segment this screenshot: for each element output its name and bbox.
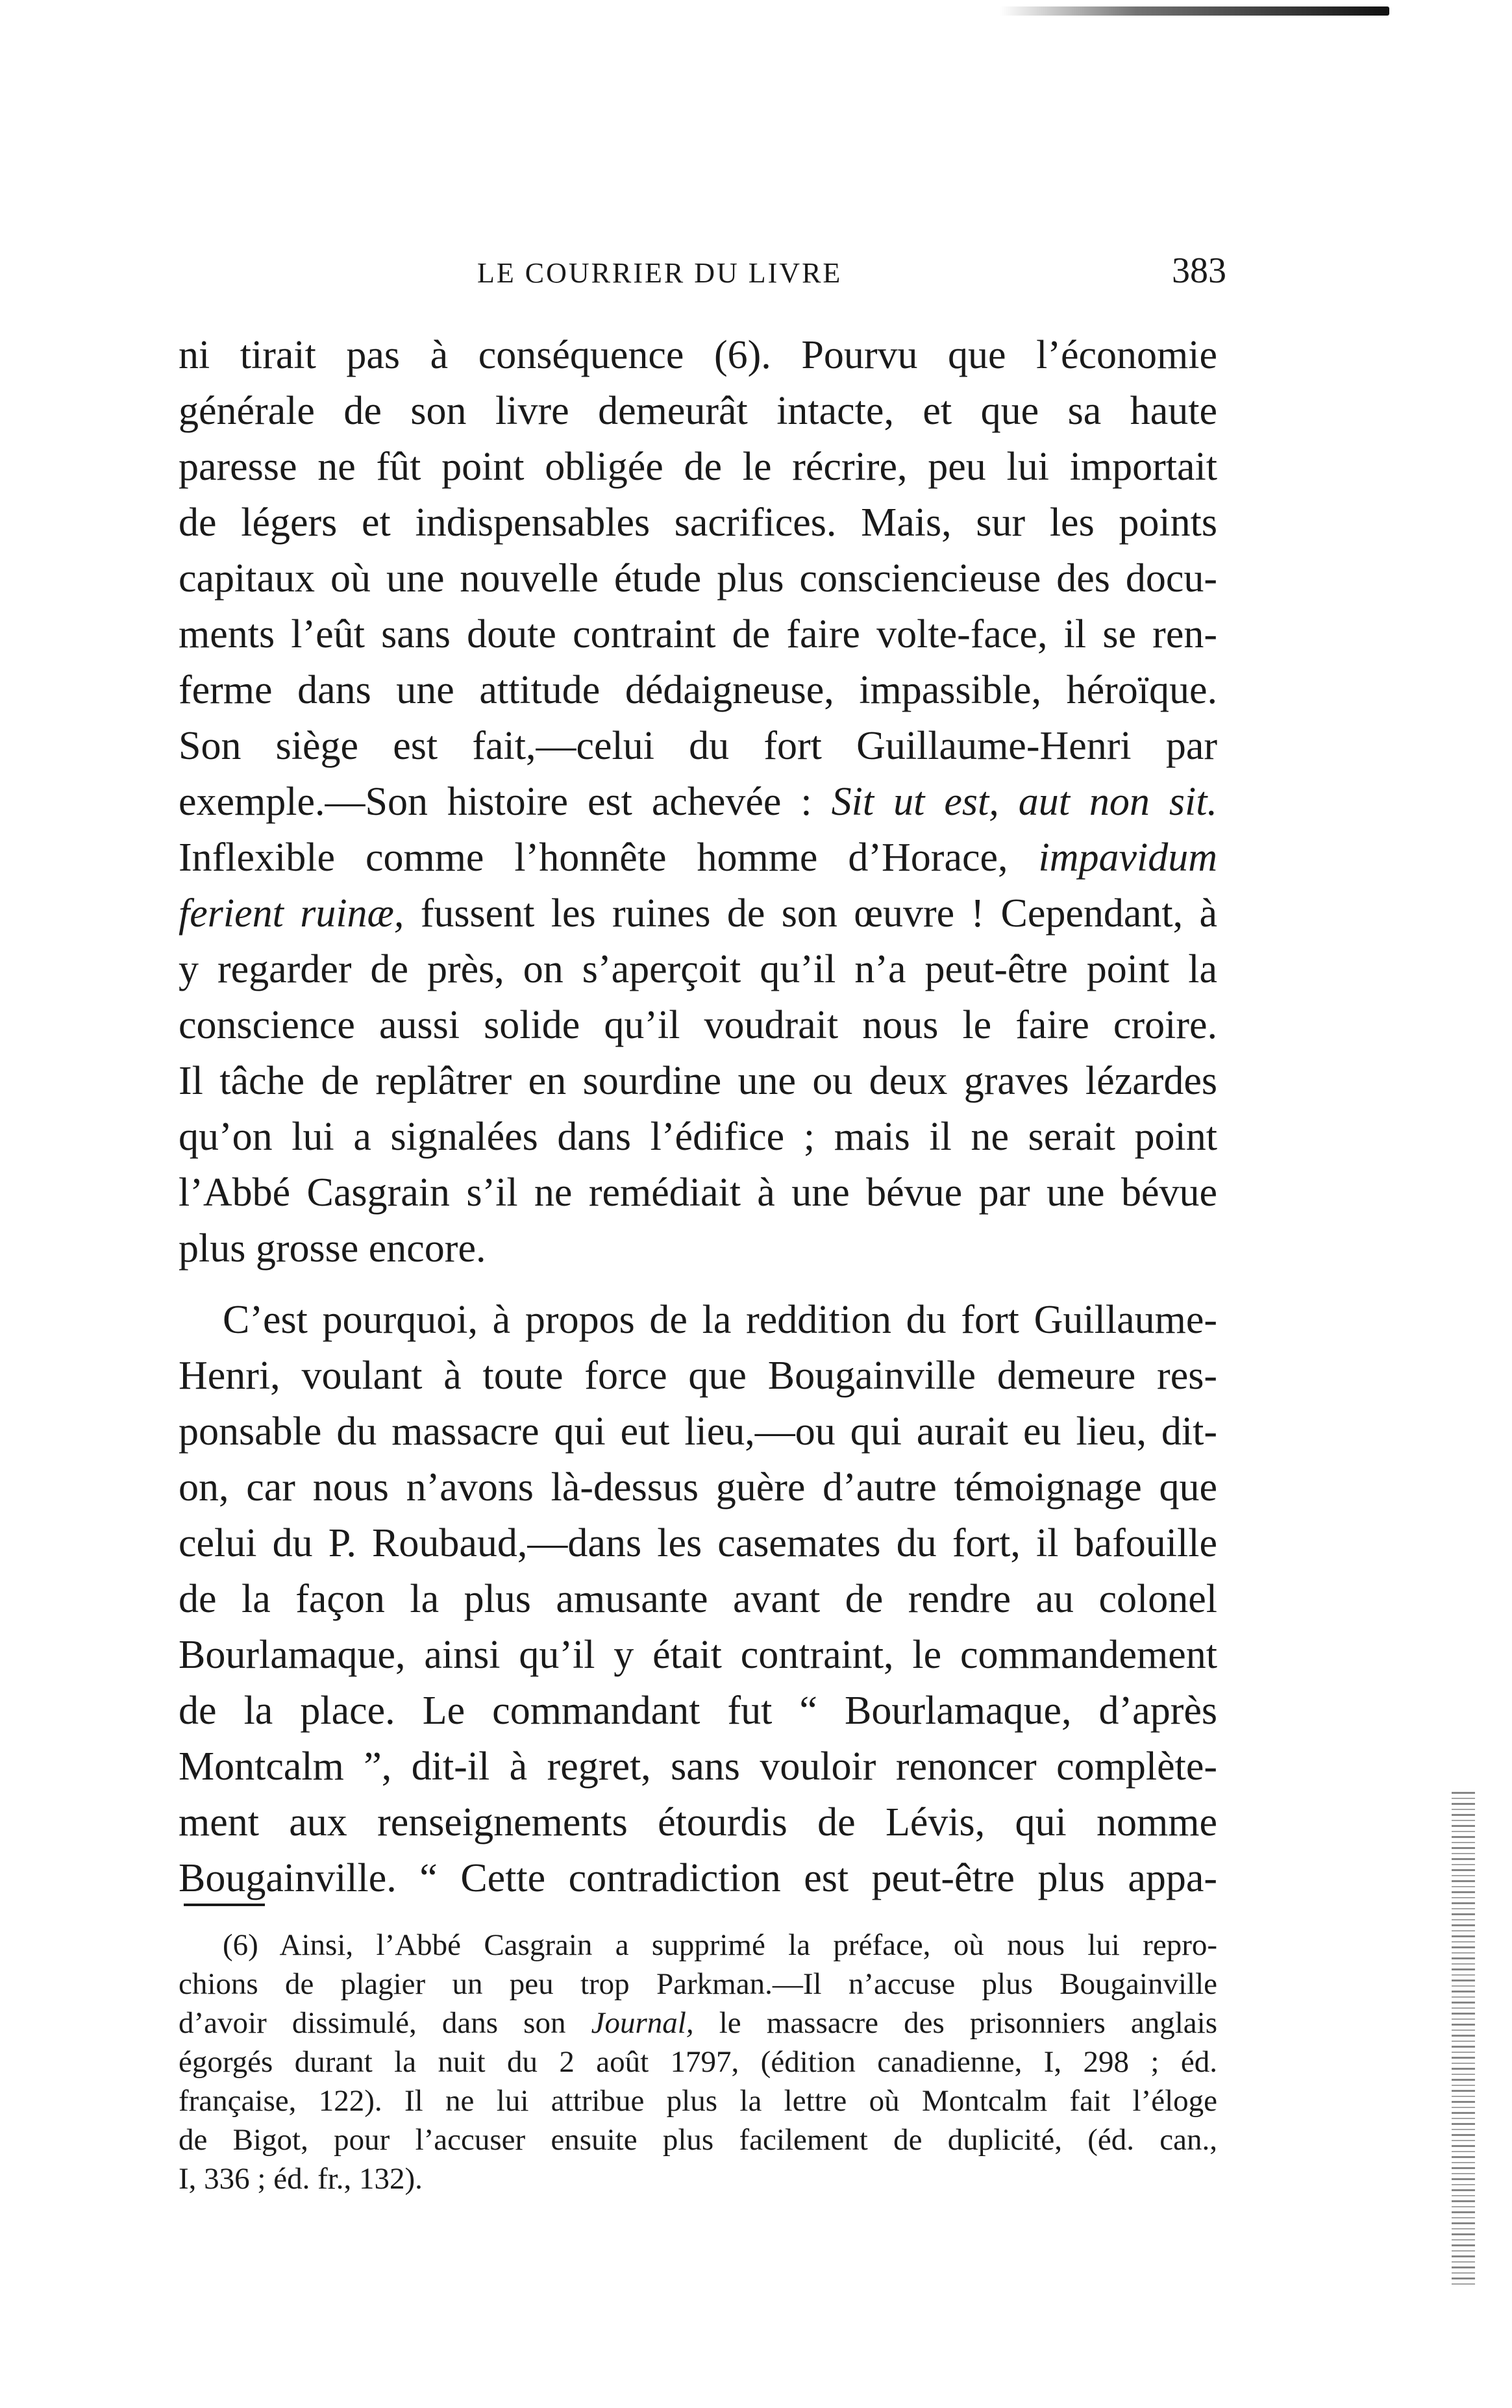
body-line: C’est pourquoi, à propos de la reddition du fort Guillaume-: [223, 1298, 1217, 1342]
footnote-line: I, 336 ; éd. fr., 132).: [179, 2162, 423, 2196]
footnote-line: égorgés durant la nuit du 2 août 1797, (édition canadienne, I, 298 ; éd.: [179, 2045, 1217, 2079]
body-line: Henri, voulant à toute force que Bougainville demeure res-: [179, 1354, 1217, 1398]
body-line: Montcalm ”, dit-il à regret, sans vouloir renoncer complète-: [179, 1744, 1217, 1789]
footnote-text-run: le massacre des prisonniers anglais: [719, 2006, 1218, 2040]
body-text-run: Inflexible comme l’honnête homme d’Horace,: [179, 836, 1008, 880]
footnote-line: de Bigot, pour l’accuser ensuite plus facilement de duplicité, (éd. can.,: [179, 2123, 1217, 2157]
footnote-line: chions de plagier un peu trop Parkman.—Il n’accuse plus Bougainville: [179, 1967, 1217, 2001]
body-line: générale de son livre demeurât intacte, et que sa haute: [179, 389, 1217, 433]
page-number: 383: [1172, 251, 1226, 291]
body-line: [179, 774, 1217, 830]
body-line: plus grosse encore.: [179, 1226, 486, 1271]
body-line: conscience aussi solide qu’il voudrait nous le faire croire.: [179, 1003, 1217, 1047]
body-line: de légers et indispensables sacrifices. Mais, sur les points: [179, 501, 1217, 545]
body-line: paresse ne fût point obligée de le récrire, peu lui importait: [179, 445, 1217, 489]
body-line: on, car nous n’avons là-dessus guère d’autre témoignage que: [179, 1465, 1217, 1509]
body-line: Bougainville. “ Cette contradiction est peut-être plus appa-: [179, 1856, 1217, 1900]
latin-quote: impavidum: [1038, 836, 1217, 880]
body-line: capitaux où une nouvelle étude plus consciencieuse des docu-: [179, 556, 1217, 601]
footnote-line: (6) Ainsi, l’Abbé Casgrain a supprimé la préface, où nous lui repro-: [223, 1928, 1217, 1962]
body-line: de la place. Le commandant fut “ Bourlamaque, d’après: [179, 1689, 1217, 1733]
scan-artifact-right-edge: [1452, 1792, 1475, 2285]
footnote-separator: [184, 1904, 265, 1906]
body-line: [179, 830, 1217, 886]
body-line: ni tirait pas à conséquence (6). Pourvu que l’économie: [179, 333, 1217, 377]
body-line: ments l’eût sans doute contraint de faire volte-face, il se ren-: [179, 612, 1217, 656]
footnote-line: française, 122). Il ne lui attribue plus la lettre où Montcalm fait l’éloge: [179, 2084, 1217, 2118]
footnote-text-run: d’avoir dissimulé, dans son: [179, 2006, 566, 2040]
body-line: Son siège est fait,—celui du fort Guillaume-Henri par: [179, 724, 1217, 768]
body-text-run: exemple.—Son histoire est achevée :: [179, 780, 812, 824]
body-line: Bourlamaque, ainsi qu’il y était contraint, le commandement: [179, 1633, 1217, 1677]
body-line: y regarder de près, on s’aperçoit qu’il n’a peut-être point la: [179, 947, 1217, 991]
body-line: Il tâche de replâtrer en sourdine une ou deux graves lézardes: [179, 1059, 1217, 1103]
page-header: [0, 250, 1512, 295]
body-line: [179, 886, 1217, 941]
body-line: ment aux renseignements étourdis de Lévis, qui nomme: [179, 1800, 1217, 1844]
body-line: de la façon la plus amusante avant de rendre au colonel: [179, 1577, 1217, 1621]
body-line: ferme dans une attitude dédaigneuse, impassible, héroïque.: [179, 668, 1217, 712]
body-line: celui du P. Roubaud,—dans les casemates du fort, il bafouille: [179, 1521, 1217, 1565]
latin-quote: Sit ut est, aut non sit.: [831, 780, 1218, 824]
latin-quote: ferient ruinæ,: [179, 891, 404, 936]
scan-artifact-top-rule: [1000, 6, 1389, 16]
body-line: qu’on lui a signalées dans l’édifice ; mais il ne serait point: [179, 1115, 1217, 1159]
body-text-run: fussent les ruines de son œuvre ! Cependant, à: [420, 891, 1217, 936]
footnote-line: [179, 2004, 1217, 2042]
body-line: l’Abbé Casgrain s’il ne remédiait à une bévue par une bévue: [179, 1171, 1217, 1215]
running-head: LE COURRIER DU LIVRE: [477, 257, 843, 289]
footnote-italic-title: Journal,: [591, 2006, 694, 2040]
body-line: ponsable du massacre qui eut lieu,—ou qui aurait eu lieu, dit-: [179, 1409, 1217, 1454]
